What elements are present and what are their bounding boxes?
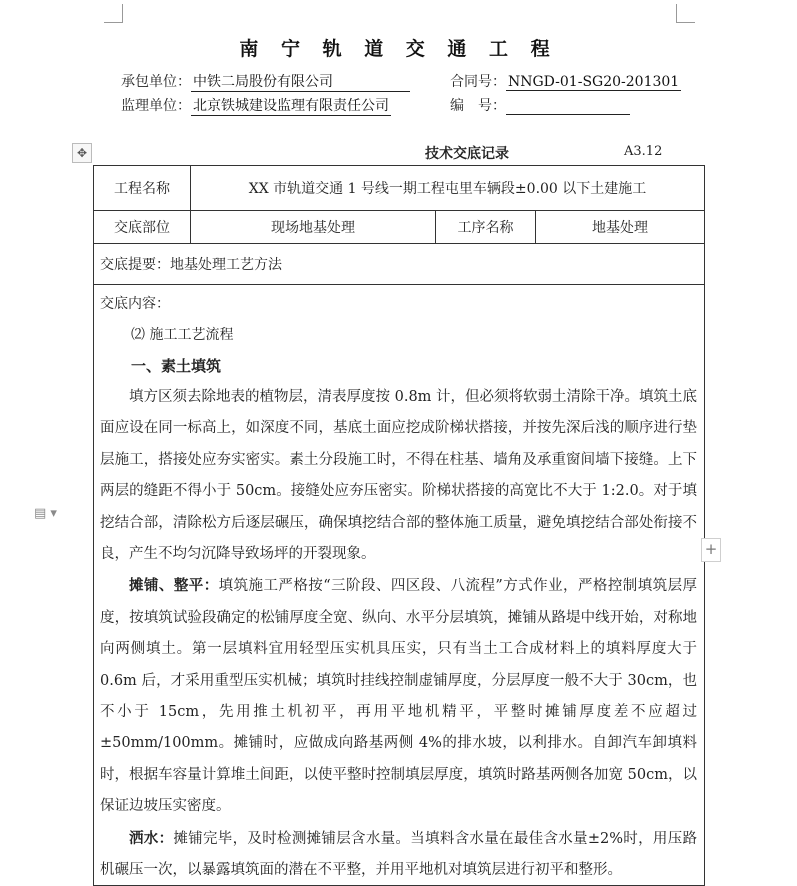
page-corner-mark-left (104, 4, 123, 23)
document-icon[interactable]: ▤ ▾ (34, 506, 57, 521)
content-cell[interactable] (94, 285, 705, 886)
contractor-label: 承包单位： (121, 74, 191, 90)
record-code: A3.12 (624, 144, 663, 159)
paragraph-fill: 填方区须去除地表的植物层，清表厚度按 0.8m 计，但必须将软弱土清除干净。填筑土底面应设在同一标高上，如深度不同，基底土面应挖成阶梯状搭接，并按先深后浅的顺序进行垫层施工，搭接处应夯实密实。素土分段施工时，不得在柱基、墙角及承重窗间墙下接缝。上下两层的缝距不得小于 50cm。接缝处应夯压密实。阶梯状搭接的高宽比不大于 1:2.0。对于填挖结合部，清除松方后逐层碾压，确保填挖结合部的整体施工质量，避免填挖结合部处衔接不良，产生不均匀沉降导致场坪的开裂现象。 (100, 389, 698, 563)
paragraph-spread (100, 570, 697, 822)
content-label: 交底内容： (100, 296, 170, 312)
project-name-value[interactable]: XX 市轨道交通 1 号线一期工程屯里车辆段±0.00 以下土建施工 (191, 166, 705, 211)
contractor-value: 中铁二局股份有限公司 (191, 71, 410, 92)
paragraph-watering-lead: 洒水： (129, 829, 174, 847)
process-flow-subheading: ⑵ 施工工艺流程 (131, 327, 234, 343)
contractor-row (121, 71, 410, 92)
process-label: 工序名称 (436, 211, 536, 244)
process-value[interactable]: 地基处理 (536, 211, 705, 244)
paragraph-watering (100, 823, 697, 879)
document-title: 南 宁 轨 道 交 通 工 程 (239, 38, 558, 60)
project-name-label: 工程名称 (94, 166, 191, 211)
content-body (100, 285, 704, 879)
contract-no-row (450, 71, 681, 91)
tech-disclosure-table (93, 165, 705, 886)
contract-no-value: NNGD-01-SG20-201301 (508, 74, 680, 90)
summary-cell[interactable]: 交底提要：地基处理工艺方法 (94, 244, 705, 285)
add-row-button[interactable]: + (701, 538, 721, 562)
paragraph-spread-text: 填筑施工严格按“三阶段、四区段、八流程”方式作业，严格控制填筑层厚度，按填筑试验段确定的松铺厚度全宽、纵向、水平分层填筑，摊铺从路堤中线开始，对称地向两侧填土。第一层填料宜用轻型压实机具压实，只有当土工合成材料上的填料厚度大于 0.6m 后，才采用重型压实机械；填筑时挂线控制虚铺厚度，分层厚度一般不大于 30cm，也不小于 15cm，先用推土机初平，再用平地机精平，平整时摊铺厚度差不应超过±50mm/100mm。摊铺时，应做成向路基两侧 4%的排水坡，以利排水。自卸汽车卸填料时，根据车容量计算堆土间距，以使平整时控制填层厚度，填筑时路基两侧各加宽 50cm，以保证边坡压实密度。 (100, 578, 698, 815)
move-icon[interactable]: ✥ (72, 143, 92, 163)
serial-value-blank[interactable] (506, 100, 630, 115)
paragraph-watering-text: 摊铺完毕，及时检测摊铺层含水量。当填料含水量在最佳含水量±2%时，用压路机碾压一次，以暴露填筑面的潜在不平整，并用平地机对填筑层进行初平和整形。 (100, 830, 698, 879)
supervisor-row (121, 95, 391, 116)
supervisor-label: 监理单位： (121, 98, 191, 114)
paragraph-spread-lead: 摊铺、整平： (129, 577, 219, 595)
serial-row (450, 95, 630, 115)
part-value[interactable]: 现场地基处理 (191, 211, 436, 244)
contract-no-label: 合同号： (450, 74, 506, 90)
serial-label: 编 号： (450, 98, 506, 114)
page-corner-mark-right (676, 4, 695, 23)
part-label: 交底部位 (94, 211, 191, 244)
record-title: 技术交底记录 (425, 146, 509, 162)
supervisor-value: 北京铁城建设监理有限责任公司 (191, 95, 391, 116)
section-heading: 一、素土填筑 (131, 357, 222, 375)
